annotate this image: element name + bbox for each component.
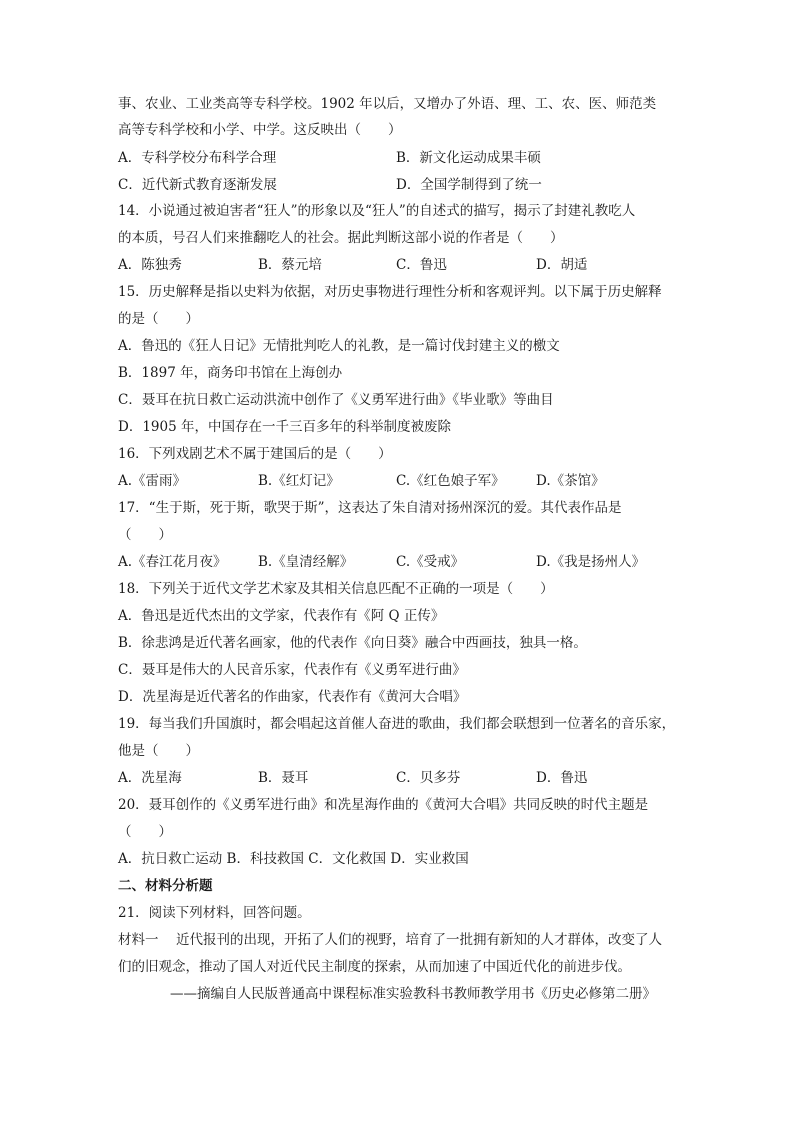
q13-option-b: B．新文化运动成果丰硕 (396, 150, 541, 166)
q15-option-a: A．鲁迅的《狂人日记》无情批判吃人的礼教，是一篇讨伐封建主义的檄文 (118, 338, 560, 354)
q14-option-b: B．蔡元培 (258, 257, 322, 273)
q15-line2: 的是（ ） (118, 311, 199, 327)
q14-option-c: C．鲁迅 (396, 257, 447, 273)
q19-option-d: D．鲁迅 (536, 770, 588, 786)
q18-option-a: A．鲁迅是近代杰出的文学家，代表作有《阿 Q 正传》 (118, 608, 445, 624)
q17-option-d: D.《我是扬州人》 (536, 554, 646, 570)
q20-options: A．抗日救亡运动 B．科技救国 C．文化救国 D．实业救国 (118, 851, 469, 867)
q14-option-d: D．胡适 (536, 257, 588, 273)
material-label: 材料一 (118, 932, 159, 948)
q17-option-b: B.《皇清经解》 (258, 554, 354, 570)
q19-option-b: B．聂耳 (258, 770, 309, 786)
q16-option-c: C.《红色娘子军》 (396, 473, 505, 489)
q17-option-c: C.《受戒》 (396, 554, 465, 570)
q16-option-b: B.《红灯记》 (258, 473, 340, 489)
section-title: 二、材料分析题 (118, 878, 213, 894)
q21-material-line2: 们的旧观念，推动了国人对近代民主制度的探索，从而加速了中国近代化的前进步伐。 (118, 959, 631, 975)
q14-line2: 的本质，号召人们来推翻吃人的社会。据此判断这部小说的作者是（ ） (118, 230, 564, 246)
material-text-1: 近代报刊的出现，开拓了人们的视野，培育了一批拥有新知的人才群体，改变了人 (176, 932, 662, 948)
q20-line2: （ ） (118, 824, 172, 840)
q18-option-c: C．聂耳是伟大的人民音乐家，代表作有《义勇军进行曲》 (118, 662, 466, 678)
q13-line2: 高等专科学校和小学、中学。这反映出（ ） (118, 122, 402, 138)
q18-option-b: B．徐悲鸿是近代著名画家，他的代表作《向日葵》融合中西画技，独具一格。 (118, 635, 587, 651)
q13-option-a: A．专科学校分布科学合理 (118, 150, 277, 166)
q16-line1: 16．下列戏剧艺术不属于建国后的是（ ） (118, 446, 392, 462)
q15-option-b: B．1897 年，商务印书馆在上海创办 (118, 365, 343, 381)
q21-material-line1 (118, 930, 678, 950)
q19-option-a: A．冼星海 (118, 770, 182, 786)
q19-line2: 他是（ ） (118, 743, 199, 759)
q21-source: ——摘编自人民版普通高中课程标准实验教科书教师教学用书《历史必修第二册》 (170, 986, 656, 1002)
q19-line1: 19．每当我们升国旗时，都会唱起这首催人奋进的歌曲，我们都会联想到一位著名的音乐家， (118, 716, 676, 732)
q13-option-c: C．近代新式教育逐渐发展 (118, 177, 277, 193)
q21-line1: 21．阅读下列材料，回答问题。 (118, 905, 311, 921)
q17-line1: 17．“生于斯，死于斯，歌哭于斯”，这表达了朱自清对扬州深沉的爱。其代表作品是 (118, 500, 622, 516)
q17-line2: （ ） (118, 527, 172, 543)
q18-option-d: D．冼星海是近代著名的作曲家，代表作有《黄河大合唱》 (118, 689, 467, 705)
q20-line1: 20．聂耳创作的《义勇军进行曲》和冼星海作曲的《黄河大合唱》共同反映的时代主题是 (118, 797, 649, 813)
q16-option-d: D.《茶馆》 (536, 473, 605, 489)
q19-option-c: C．贝多芬 (396, 770, 461, 786)
q18-line1: 18．下列关于近代文学艺术家及其相关信息匹配不正确的一项是（ ） (118, 581, 554, 597)
q15-option-c: C．聂耳在抗日救亡运动洪流中创作了《义勇军进行曲》《毕业歌》等曲目 (118, 392, 554, 408)
q14-option-a: A．陈独秀 (118, 257, 182, 273)
q13-line1: 事、农业、工业类高等专科学校。1902 年以后，又增办了外语、理、工、农、医、师范类 (118, 96, 657, 112)
q17-option-a: A.《春江花月夜》 (118, 554, 227, 570)
q16-option-a: A.《雷雨》 (118, 473, 187, 489)
q14-line1: 14．小说通过被迫害者“狂人”的形象以及“狂人”的自述式的描写，揭示了封建礼教吃人 (118, 203, 636, 219)
q13-option-d: D．全国学制得到了统一 (396, 177, 542, 193)
q15-line1: 15．历史解释是指以史料为依据，对历史事物进行理性分析和客观评判。以下属于历史解释 (118, 284, 662, 300)
q15-option-d: D．1905 年，中国存在一千三百多年的科举制度被废除 (118, 419, 451, 435)
